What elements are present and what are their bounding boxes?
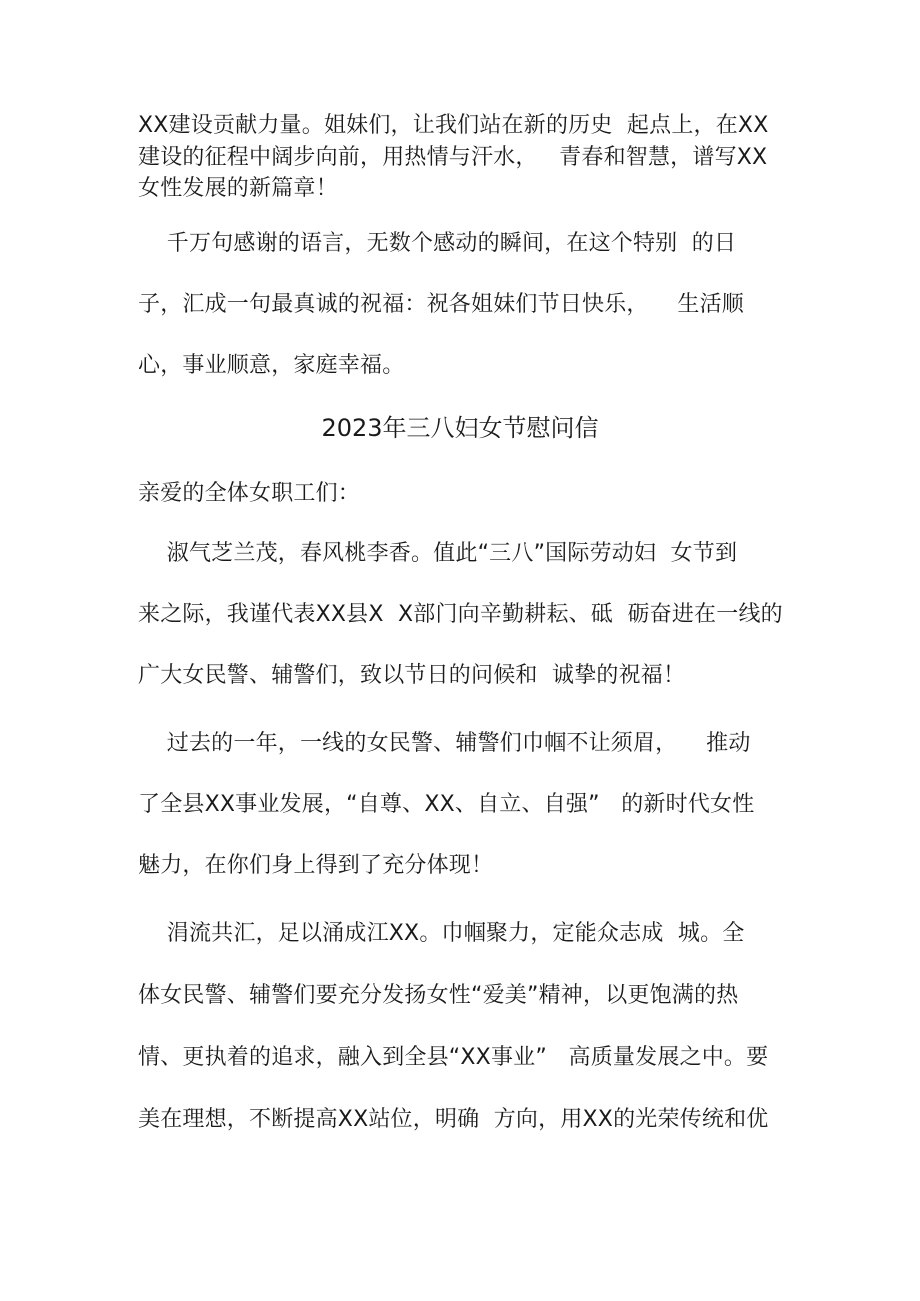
page-title: 2023年三八妇女节慰问信 [321,414,599,442]
intro-line-1: XX建设贡献力量。姐妹们，让我们站在新的历史 起点上，在XX [138,113,769,138]
paragraph-4-line-4: 美在理想，不断提高XX站位，明确 方向，用XX的光荣传统和优 [138,1107,769,1132]
greeting: 亲爱的全体女职工们： [138,481,361,506]
intro-line-2: 建设的征程中阔步向前，用热情与汗水， 青春和智慧，谱写XX [138,145,768,170]
paragraph-4-line-2: 体女民警、辅警们要充分发扬女性“爱美”精神，以更饱满的热 [138,983,739,1008]
paragraph-2-line-2: 来之际，我谨代表XX县X X部门向辛勤耕耘、砥 砺奋进在一线的 [138,602,783,627]
paragraph-1-line-3: 心，事业顺意，家庭幸福。 [138,353,405,378]
paragraph-3-line-1: 过去的一年，一线的女民警、辅警们巾帼不让须眉， 推动 [138,731,751,756]
paragraph-3-line-3: 魅力，在你们身上得到了充分体现！ [138,853,494,878]
intro-line-3: 女性发展的新篇章！ [138,176,338,201]
paragraph-4-line-1: 涓流共汇，足以涌成江XX。巾帼聚力，定能众志成 城。全 [138,921,745,946]
paragraph-1-line-2: 子，汇成一句最真诚的祝福：祝各姐妹们节日快乐， 生活顺 [138,292,744,317]
paragraph-4-line-3: 情、更执着的追求，融入到全县“XX事业” 高质量发展之中。要 [138,1045,769,1070]
paragraph-1-line-1: 千万句感谢的语言，无数个感动的瞬间，在这个特别 的日 [138,231,737,256]
paragraph-3-line-2: 了全县XX事业发展，“自尊、XX、自立、自强” 的新时代女性 [138,792,755,817]
paragraph-2-line-3: 广大女民警、辅警们，致以节日的问候和 诚挚的祝福！ [138,663,686,688]
paragraph-2-line-1: 淑气芝兰茂，春风桃李香。值此“三八”国际劳动妇 女节到 [138,541,738,566]
